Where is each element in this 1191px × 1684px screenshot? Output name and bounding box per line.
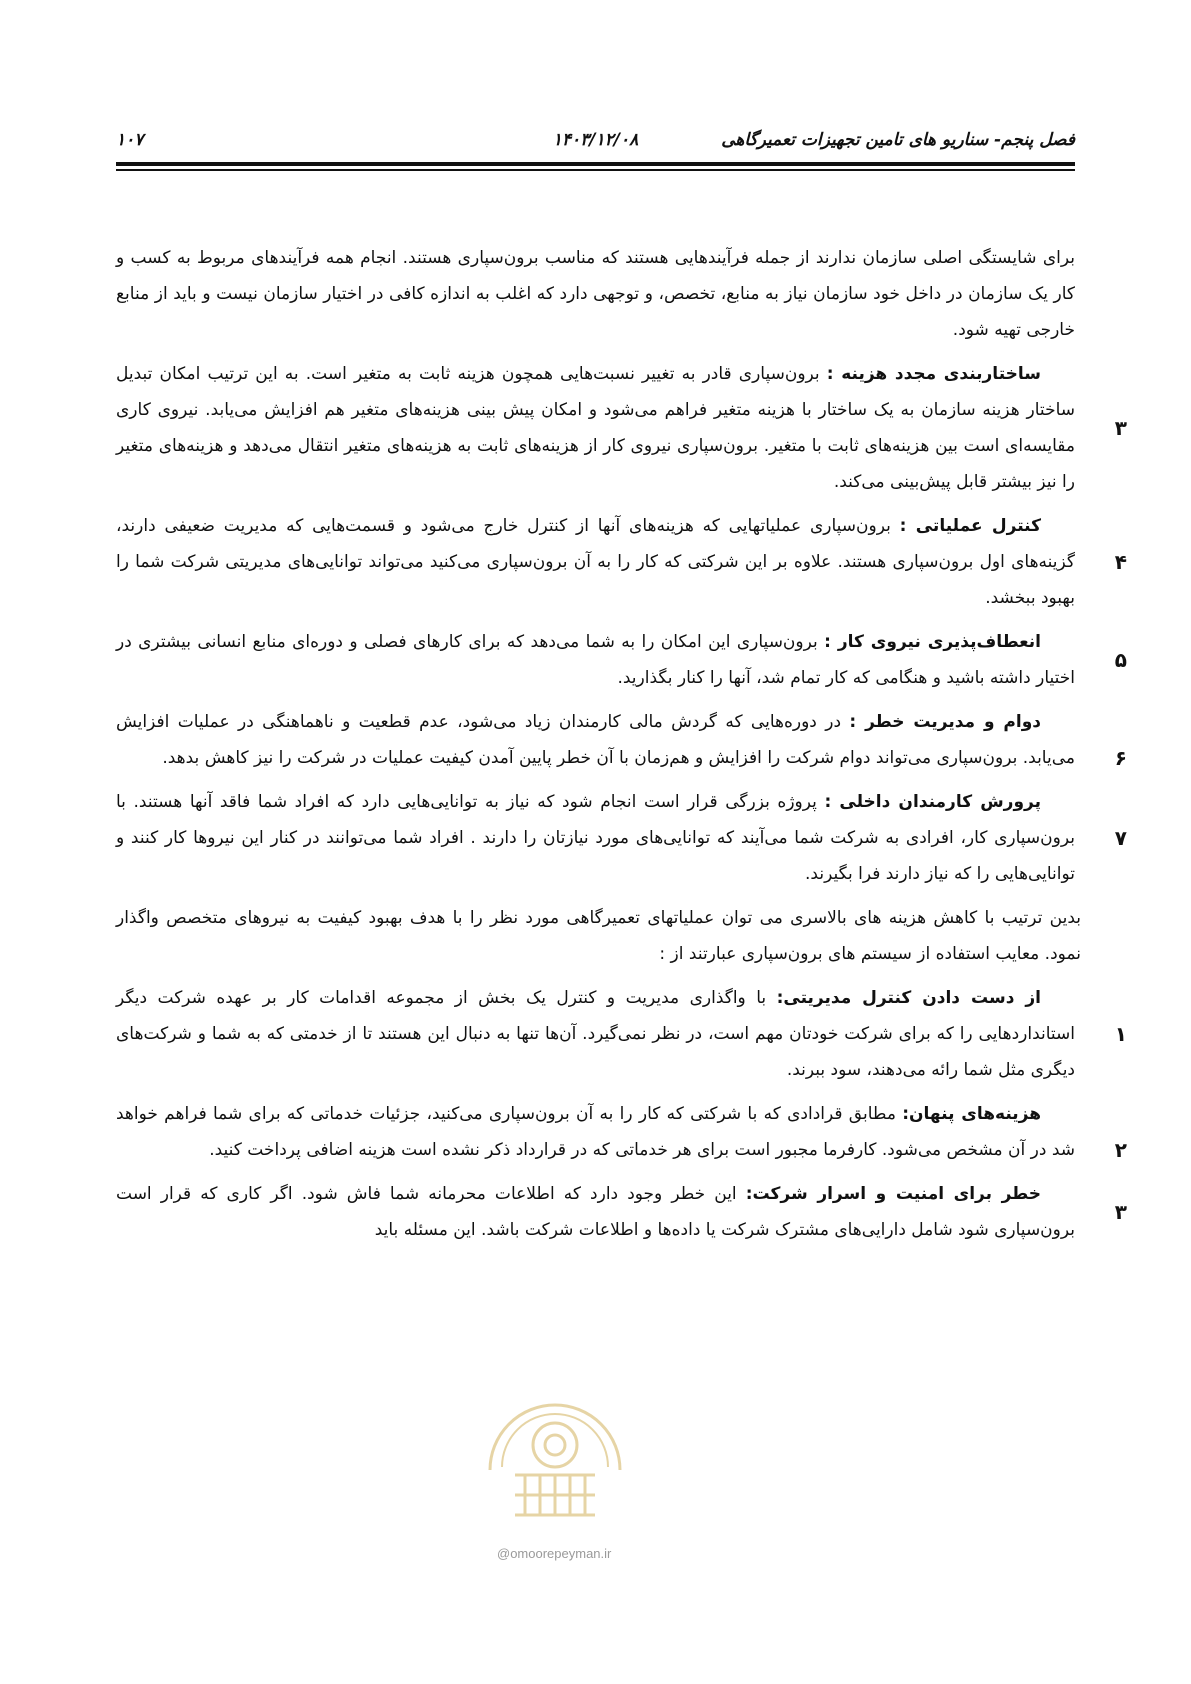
item-body: برون‌سپاری عملیاتهایی که هزینه‌های آنها از کنترل خارج می‌شود و قسمت‌هایی که مدیریت ضعیفی دارند، گزینه‌های اول برون‌سپاری هستند. علاوه بر این شرکتی که کار را به آن برون‌سپاری می‌کنید می‌تواند توانایی‌های مدیریتی شرکت شما را بهبود ببخشد. [116, 516, 1075, 608]
item-body: برون‌سپاری این امکان را به شما می‌دهد که برای کارهای فصلی و دوره‌ای منابع انسانی بیشتری در اختیار داشته باشید و هنگامی که کار تمام شد، آنها را کنار بگذارید. [116, 632, 1075, 688]
item-lead: دوام و مدیریت خطر : [849, 712, 1041, 732]
list-item [116, 356, 1127, 500]
list-item [116, 980, 1127, 1088]
item-number: ۵ [1114, 648, 1127, 672]
page-header [116, 126, 1075, 156]
list-item [116, 1096, 1127, 1168]
item-lead: از دست دادن کنترل مدیریتی: [776, 988, 1042, 1008]
item-lead: انعطاف‌پذیری نیروی کار : [824, 632, 1041, 652]
item-lead: کنترل عملیاتی : [899, 516, 1041, 536]
list-item [116, 508, 1127, 616]
item-text [116, 980, 1075, 1088]
item-body: پروژه بزرگی قرار است انجام شود که نیاز به توانایی‌هایی دارد که افراد شما فاقد آنها هستند. با برون‌سپاری کار، افرادی به شرکت شما می‌آیند که توانایی‌های مورد نیازتان را دارند . افراد شما می‌توانند در کنار این نیروها کار کنند و توانایی‌هایی را که نیاز دارند فرا بگیرند. [116, 792, 1075, 884]
item-number: ۲ [1114, 1138, 1127, 1162]
intro-paragraph: برای شایستگی اصلی سازمان ندارند از جمله فرآیندهایی هستند که مناسب برون‌سپاری هستند. انجام همه فرآیندهای مربوط به کسب و کار یک سازمان در داخل خود سازمان نیاز به منابع، تخصص، و توجهی دارد که اغلب به اندازه کافی در اختیار سازمان نیست و باید از منابع خارجی تهیه شود. [116, 248, 1075, 340]
page-number: ۱۰۷ [116, 130, 144, 150]
page-body [116, 240, 1127, 1256]
item-number: ۴ [1114, 550, 1127, 574]
list-item [116, 1176, 1127, 1248]
item-text [116, 784, 1075, 892]
item-number: ۶ [1114, 746, 1127, 770]
advantages-list [116, 356, 1127, 892]
chapter-title: فصل پنجم- سناریو های تامین تجهیزات تعمیرگاهی [721, 130, 1075, 150]
list-item [116, 784, 1127, 892]
item-lead: پرورش کارمندان داخلی : [824, 792, 1041, 812]
item-lead: ساختاربندی مجدد هزینه : [826, 364, 1041, 384]
item-body: در دوره‌هایی که گردش مالی کارمندان زیاد می‌شود، عدم قطعیت و ناهماهنگی در عملیات افزایش می‌یابد. برون‌سپاری می‌تواند دوام شرکت را افزایش و هم‌زمان با آن خطر پایین آمدن کیفیت عملیات در شرکت را نیز کاهش بدهد. [116, 712, 1075, 768]
list-item [116, 704, 1127, 776]
item-number: ۷ [1114, 826, 1127, 850]
item-body: مطابق قرادادی که با شرکتی که کار را به آن برون‌سپاری می‌کنید، جزئیات خدماتی که برای شما فراهم خواهد شد در آن مشخص می‌شود. کارفرما مجبور است برای هر خدماتی که در قرارداد ذکر نشده است هزینه اضافی پرداخت کنید. [116, 1104, 1075, 1160]
item-number: ۳ [1114, 416, 1127, 440]
header-date: ۱۴۰۳/۱۲/۰۸ [552, 130, 639, 150]
item-text [116, 508, 1075, 616]
header-rule-thick [116, 162, 1075, 166]
item-body: این خطر وجود دارد که اطلاعات محرمانه شما فاش شود. اگر کاری که قرار است برون‌سپاری شود شامل دارایی‌های مشترک شرکت یا داده‌ها و اطلاعات شرکت باشد. این مسئله باید [116, 1184, 1075, 1240]
item-text [116, 356, 1075, 500]
item-text [116, 704, 1075, 776]
company-seal-logo-icon [470, 1375, 640, 1525]
disadvantages-list [116, 980, 1127, 1248]
item-lead: هزینه‌های پنهان: [902, 1104, 1041, 1124]
item-body: برون‌سپاری قادر به تغییر نسبت‌هایی همچون هزینه ثابت به متغیر است. به این ترتیب امکان تبدیل ساختار هزینه سازمان به یک ساختار با هزینه متغیر فراهم می‌شود و امکان پیش بینی هزینه‌های متغیر هم افزایش می‌یابد. نیروی کاری مقایسه‌ای است بین هزینه‌های ثابت با متغیر. برون‌سپاری نیروی کار از هزینه‌های ثابت به هزینه‌های متغیر انتقال می‌دهد و هزینه‌های متغیر را نیز بیشتر قابل پیش‌بینی می‌کند. [116, 364, 1075, 492]
item-text [116, 1096, 1075, 1168]
item-number: ۱ [1114, 1022, 1127, 1046]
item-lead: خطر برای امنیت و اسرار شرکت: [745, 1184, 1041, 1204]
item-body: با واگذاری مدیریت و کنترل یک بخش از مجموعه اقدامات کار بر عهده شرکت دیگر استانداردهایی را که برای شرکت خودتان مهم است، در نظر نمی‌گیرد. آن‌ها تنها به دنبال این هستند تا از خدمتی که به شما و شرکت‌های دیگری مثل شما رائه می‌دهند، سود ببرند. [116, 988, 1075, 1080]
item-text [116, 624, 1075, 696]
item-number: ۳ [1114, 1200, 1127, 1224]
item-text [116, 1176, 1075, 1248]
watermark-url: @omoorepeyman.ir [497, 1546, 612, 1561]
transition-paragraph: بدین ترتیب با کاهش هزینه های بالاسری می توان عملیاتهای تعمیرگاهی مورد نظر را با هدف بهبود کیفیت به نیروهای متخصص واگذار نمود. معایب استفاده از سیستم های برون‌سپاری عبارتند از : [116, 908, 1081, 964]
header-rule-thin [116, 169, 1075, 171]
list-item [116, 624, 1127, 696]
